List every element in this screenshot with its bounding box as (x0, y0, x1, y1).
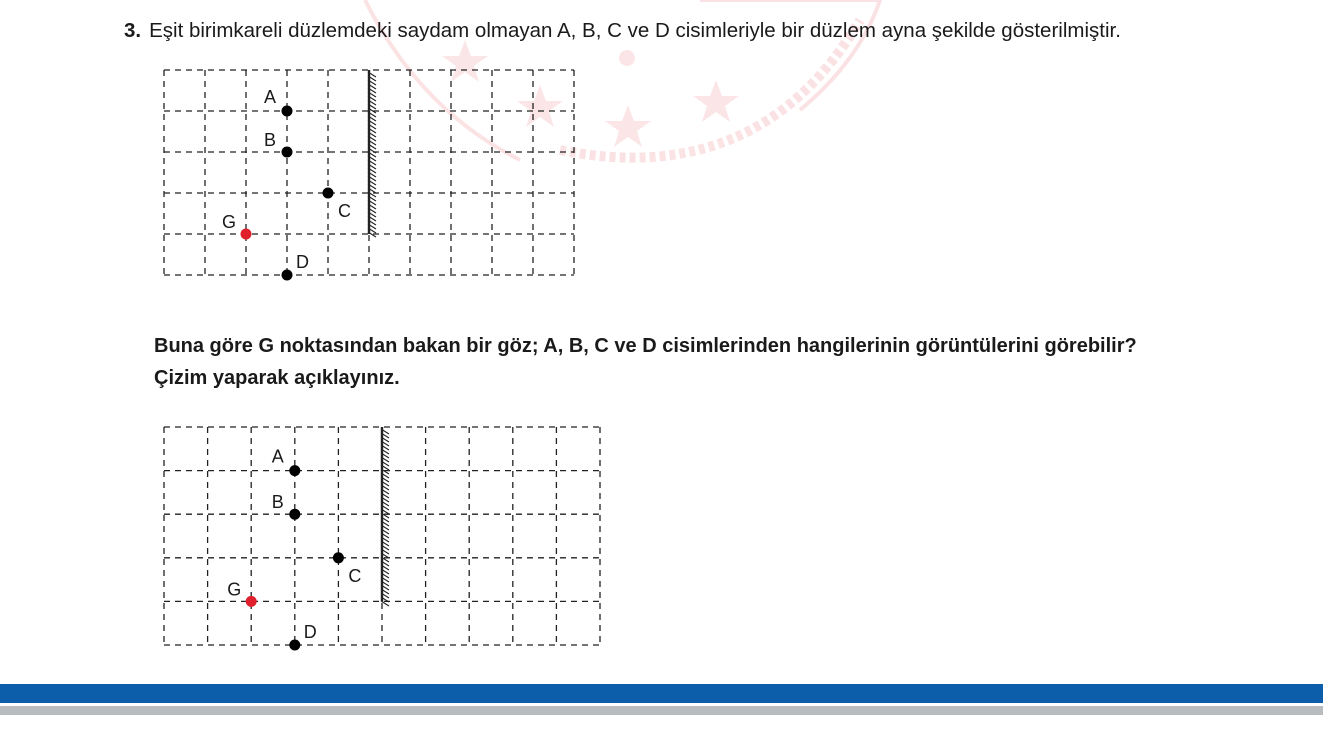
point-label-d: D (303, 622, 317, 642)
plane-mirror (381, 427, 389, 606)
point-label-b: B (264, 130, 277, 150)
point-label-g: G (222, 212, 237, 232)
prompt-line-2: Çizim yaparak açıklayınız. (154, 367, 400, 389)
prompt-line-1: Buna göre G noktasından bakan bir göz; A, B, C ve D cisimlerinden hangilerinin görüntülerini görebilir? (154, 335, 1137, 357)
point-label-c: C (338, 201, 351, 221)
point-c (333, 552, 344, 563)
point-label-a: A (271, 446, 284, 467)
point-g (246, 596, 257, 607)
point-a (289, 465, 300, 476)
point-label-a: A (264, 87, 277, 107)
footer-blue-band (0, 684, 1323, 703)
point-label-c: C (348, 565, 362, 586)
question-text: Eşit birimkareli düzlemdeki saydam olmayan A, B, C ve D cisimleriyle bir düzlem ayna şekilde gösterilmiştir. (149, 19, 1121, 42)
point-label-d: D (296, 252, 309, 272)
point-label-g: G (227, 579, 242, 600)
point-label-b: B (271, 492, 284, 513)
question-number: 3. (124, 19, 142, 42)
point-b (289, 509, 300, 520)
footer-gray-band (0, 706, 1323, 715)
point-d (289, 640, 300, 651)
